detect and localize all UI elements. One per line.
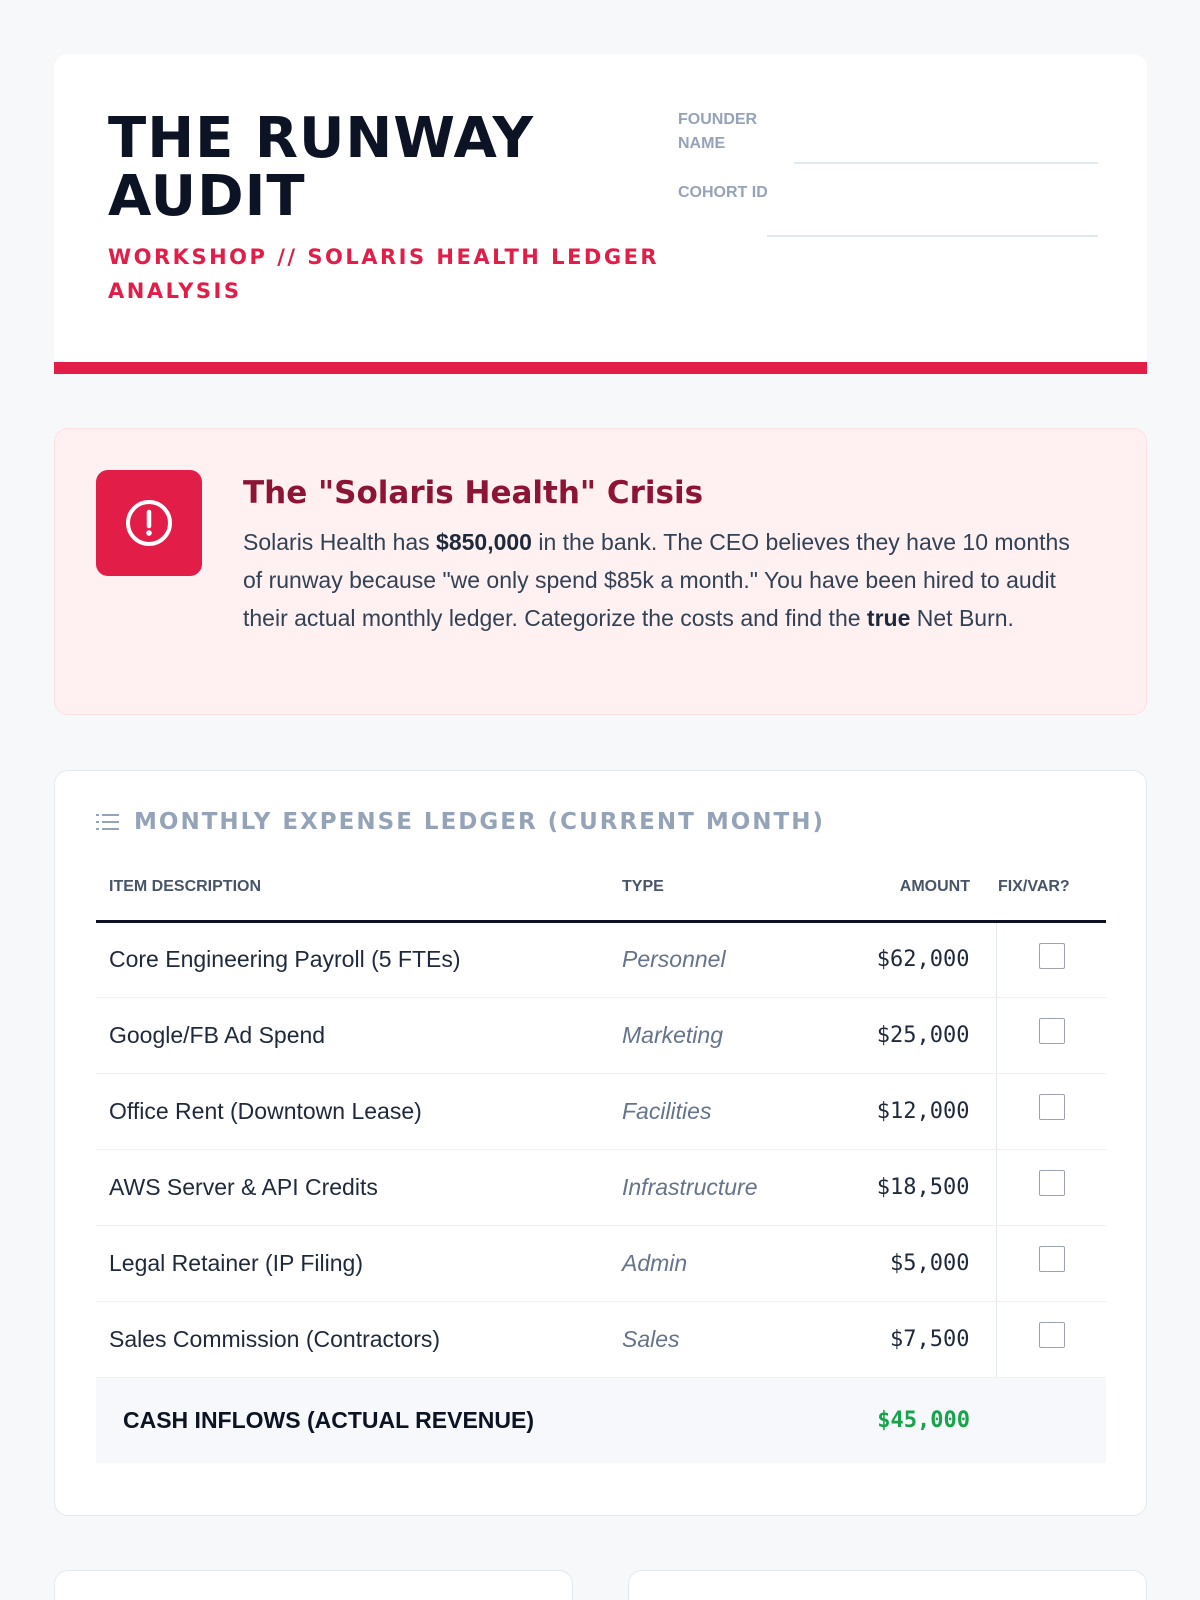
fixvar-cell — [996, 1225, 1106, 1301]
table-row — [96, 997, 1106, 1073]
item-type: Sales — [622, 1301, 820, 1377]
cohort-id-field[interactable] — [678, 181, 1098, 237]
expense-ledger-card — [54, 770, 1147, 1516]
fixvar-cell — [996, 1073, 1106, 1149]
cash-inflow-amount: $45,000 — [820, 1377, 996, 1463]
bottom-right-card — [628, 1570, 1147, 1600]
table-row — [96, 921, 1106, 997]
alert-body — [243, 523, 1073, 637]
fixvar-checkbox[interactable] — [1039, 1246, 1065, 1272]
column-header-type: TYPE — [622, 849, 820, 921]
item-type: Marketing — [622, 997, 820, 1073]
table-row — [96, 1073, 1106, 1149]
founder-name-field[interactable] — [678, 108, 1098, 164]
item-amount: $5,000 — [820, 1225, 996, 1301]
table-row — [96, 1225, 1106, 1301]
alert-icon-box — [96, 470, 202, 576]
fixvar-cell — [996, 997, 1106, 1073]
column-header-amount: AMOUNT — [820, 849, 996, 921]
table-row — [96, 1149, 1106, 1225]
ledger-title: MONTHLY EXPENSE LEDGER (CURRENT MONTH) — [134, 809, 825, 835]
item-amount: $18,500 — [820, 1149, 996, 1225]
bank-balance: $850,000 — [436, 529, 532, 555]
fixvar-checkbox[interactable] — [1039, 1322, 1065, 1348]
item-description: Core Engineering Payroll (5 FTEs) — [96, 921, 622, 997]
cash-inflow-empty-cell — [996, 1377, 1106, 1463]
item-description: Sales Commission (Contractors) — [96, 1301, 622, 1377]
ledger-table — [96, 849, 1106, 1463]
table-row — [96, 1301, 1106, 1377]
alert-body-part3: Net Burn. — [910, 605, 1014, 631]
item-amount: $12,000 — [820, 1073, 996, 1149]
fixvar-checkbox[interactable] — [1039, 1018, 1065, 1044]
page-subtitle: WORKSHOP // SOLARIS HEALTH LEDGER ANALYSIS — [108, 245, 660, 303]
item-amount: $7,500 — [820, 1301, 996, 1377]
founder-name-input-line[interactable] — [794, 162, 1098, 164]
fixvar-checkbox[interactable] — [1039, 1094, 1065, 1120]
header-card — [54, 54, 1147, 374]
bottom-left-card — [54, 1570, 573, 1600]
column-header-fixvar: FIX/VAR? — [996, 849, 1106, 921]
item-description: Google/FB Ad Spend — [96, 997, 622, 1073]
item-type: Facilities — [622, 1073, 820, 1149]
item-type: Infrastructure — [622, 1149, 820, 1225]
alert-title: The "Solaris Health" Crisis — [243, 475, 704, 511]
cohort-id-label: COHORT ID — [678, 184, 768, 201]
header-accent-bar — [54, 362, 1147, 374]
page-title: THE RUNWAY AUDIT — [108, 106, 535, 229]
item-type: Personnel — [622, 921, 820, 997]
item-description: Legal Retainer (IP Filing) — [96, 1225, 622, 1301]
fixvar-cell — [996, 1301, 1106, 1377]
item-type: Admin — [622, 1225, 820, 1301]
cash-inflow-label: CASH INFLOWS (ACTUAL REVENUE) — [96, 1377, 820, 1463]
item-amount: $25,000 — [820, 997, 996, 1073]
cash-inflow-row — [96, 1377, 1106, 1463]
alert-body-part1: Solaris Health has — [243, 529, 437, 555]
table-header-row — [96, 849, 1106, 921]
fixvar-checkbox[interactable] — [1039, 943, 1065, 969]
founder-name-label: FOUNDER NAME — [678, 111, 758, 152]
item-description: Office Rent (Downtown Lease) — [96, 1073, 622, 1149]
ledger-header — [96, 809, 825, 835]
column-header-description: ITEM DESCRIPTION — [96, 849, 622, 921]
cohort-id-input-line[interactable] — [767, 235, 1098, 237]
crisis-alert — [54, 428, 1147, 715]
fixvar-cell — [996, 921, 1106, 997]
item-amount: $62,000 — [820, 921, 996, 997]
item-description: AWS Server & API Credits — [96, 1149, 622, 1225]
exclamation-circle-icon — [124, 498, 174, 548]
fixvar-cell — [996, 1149, 1106, 1225]
fixvar-checkbox[interactable] — [1039, 1170, 1065, 1196]
true-emphasis: true — [866, 605, 911, 631]
list-icon — [96, 812, 120, 832]
alert-body-part2: in the bank. The CEO believes they have 10 months of runway because "we only spend $85k a month." You have been hired to audit their actual monthly ledger. Categorize the costs and find the — [243, 529, 1070, 631]
